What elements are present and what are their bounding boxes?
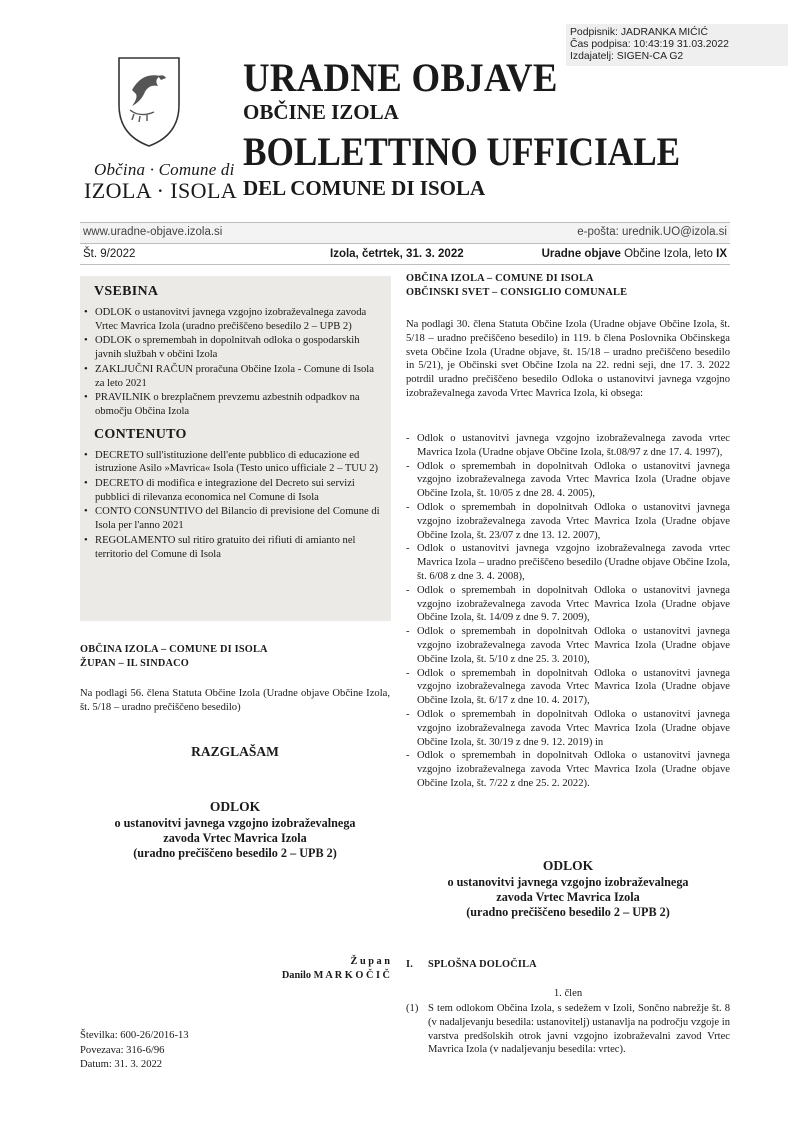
decree-title: ODLOK — [542, 858, 594, 873]
subtitle-italian: DEL COMUNE DI ISOLA — [243, 176, 486, 200]
proclamation-heading: RAZGLAŠAM — [191, 744, 279, 759]
authority-line: OBČINSKI SVET – CONSIGLIO COMUNALE — [406, 286, 628, 298]
document-reference — [80, 1029, 390, 1073]
toc-item[interactable]: • REGOLAMENTO sul ritiro gratuito dei rifiuti di amianto nel territorio del Comune di Isola — [84, 534, 383, 561]
title-slovene: URADNE OBJAVE — [243, 55, 558, 100]
toc-item[interactable]: • CONTO CONSUNTIVO del Bilancio di previsione del Comune di Isola per l'anno 2021 — [84, 505, 383, 532]
left-authority — [80, 643, 390, 671]
digital-signature-box — [566, 24, 788, 66]
issue-bar — [80, 245, 730, 265]
reference-number: Številka: 600-26/2016-13 — [80, 1030, 189, 1041]
list-item: - Odlok o spremembah in dopolnitvah Odloka o ustanovitvi javnega vzgojno izobraževalnega zavoda Vrtec Mavrica Izola (Uradne objave Občine Izola, št. 14/09 z dne 9. 7. 2009), — [406, 584, 730, 625]
reference-link: Povezava: 316-6/96 — [80, 1044, 165, 1056]
section-heading — [406, 958, 730, 972]
mayor-title: Ž u p a n — [350, 956, 390, 967]
toc-list-italian — [84, 449, 383, 562]
mayor-name: Danilo M A R K O Č I Č — [281, 969, 390, 981]
paragraph-number: (1) — [406, 1003, 419, 1014]
signature-time: Čas podpisa: 10:43:19 31.03.2022 — [570, 39, 729, 50]
list-item: - Odlok o spremembah in dopolnitvah Odloka o ustanovitvi javnega vzgojno izobraževalnega zavoda Vrtec Mavrica Izola (Uradne objave Občine Izola, št. 30/19 z dne 9. 12. 2019) in — [406, 708, 730, 749]
decree-subtitle: (uradno prečiščeno besedilo 2 – UPB 2) — [133, 846, 337, 860]
municipality-name-line2: IZOLA · ISOLA — [84, 178, 238, 203]
decree-title: ODLOK — [209, 799, 261, 814]
toc-item[interactable]: • DECRETO di modifica e integrazione del Decreto sui servizi pubblici di rilevanza economica nel Comune di Isola — [84, 477, 383, 504]
article-paragraph — [406, 1002, 730, 1057]
publication-info — [542, 248, 727, 260]
toc-heading-italian: CONTENUTO — [94, 426, 187, 442]
decree-subtitle: zavoda Vrtec Mavrica Izola — [163, 831, 307, 845]
list-item: - Odlok o ustanovitvi javnega vzgojno izobraževalnega zavoda vrtec Mavrica Izola (Uradne objave Občine Izola, št.08/97 z dne 17. 4. 1997), — [406, 432, 730, 460]
legal-basis-text: Na podlagi 56. člena Statuta Občine Izola (Uradne objave Občine Izola, št. 5/18 – uradno prečiščeno besedilo) — [80, 688, 390, 713]
website-link[interactable]: www.uradne-objave.izola.si — [83, 226, 223, 238]
signature-issuer: Izdajatelj: SIGEN-CA G2 — [570, 51, 684, 62]
mayor-signature — [80, 955, 390, 983]
decree-title-block — [80, 799, 390, 861]
toc-item[interactable]: • DECRETO sull'istituzione dell'ente pubblico di educazione ed istruzione Asilo »Mavrica« Isola (Testo unico ufficiale 2 – TUU 2) — [84, 449, 383, 476]
decree-subtitle: o ustanovitvi javnega vzgojno izobraževalnega — [447, 875, 689, 889]
toc-item[interactable]: • ODLOK o ustanovitvi javnega vzgojno izobraževalnega zavoda Vrtec Mavrica Izola (uradno prečiščeno besedilo 2 – UPB 2) — [84, 306, 383, 333]
paragraph-text: S tem odlokom Občina Izola, s sedežem v Izoli, Sončno nabrežje št. 8 (v nadaljevanju besedila: ustanovitelj) ustanavlja na področju vzgoje in varstva predšolskih otrok javni vzgojno izobraževalni zavod Vrtec Mavrica Izola (v nadaljevanju besedila: vrtec). — [428, 1003, 730, 1056]
right-authority — [406, 272, 730, 300]
list-item: - Odlok o ustanovitvi javnega vzgojno izobraževalnega zavoda vrtec Mavrica Izola – uradno prečiščeno besedilo (Uradne objave Občine Izola, št. 6/08 z dne 3. 4. 2008), — [406, 542, 730, 583]
toc-item[interactable]: • ZAKLJUČNI RAČUN proračuna Občine Izola - Comune di Isola za leto 2021 — [84, 363, 383, 390]
toc-item[interactable]: • PRAVILNIK o brezplačnem prevzemu azbestnih odpadkov na območju Občina Izola — [84, 391, 383, 418]
list-item: - Odlok o spremembah in dopolnitvah Odloka o ustanovitvi javnega vzgojno izobraževalnega zavoda Vrtec Mavrica Izola (Uradne objave Občine Izola, št. 23/07 z dne 13. 12. 2007), — [406, 501, 730, 542]
list-item: - Odlok o spremembah in dopolnitvah Odloka o ustanovitvi javnega vzgojno izobraževalnega zavoda Vrtec Mavrica Izola (Uradne objave Občine Izola, št. 7/22 z dne 25. 2. 2022). — [406, 749, 730, 790]
publication-year: IX — [716, 248, 727, 260]
authority-line: OBČINA IZOLA – COMUNE DI ISOLA — [406, 273, 594, 284]
issue-date: Izola, četrtek, 31. 3. 2022 — [330, 248, 464, 260]
publication-name: Uradne objave — [541, 248, 621, 260]
contact-bar — [80, 222, 730, 244]
decree-title-block-right — [406, 858, 730, 920]
title-italian: BOLLETTINO UFFICIALE — [243, 129, 681, 174]
issue-number: Št. 9/2022 — [83, 248, 136, 260]
coat-of-arms-icon — [114, 50, 184, 150]
email-link[interactable]: e-pošta: urednik.UO@izola.si — [577, 226, 727, 238]
municipality-name-line1: Občina · Comune di — [94, 160, 235, 179]
amendments-list — [406, 432, 730, 791]
toc-heading-slovene: VSEBINA — [94, 284, 159, 299]
toc-item[interactable]: • ODLOK o spremembah in dopolnitvah odloka o gospodarskih javnih službah v občini Izola — [84, 334, 383, 361]
toc-list-slovene — [84, 306, 383, 419]
subtitle-slovene: OBČINE IZOLA — [243, 100, 399, 124]
article-heading: 1. člen — [553, 988, 583, 999]
table-of-contents — [80, 276, 391, 621]
reference-date: Datum: 31. 3. 2022 — [80, 1059, 163, 1070]
council-intro-text: Na podlagi 30. člena Statuta Občine Izola (Uradne objave Občine Izola, št. 5/18 – uradno prečiščeno besedilo) in 119. b člena Poslovnika Občinskega sveta Občine Izola (Uradne objave, št. 15/18 – uradno prečiščeno besedilo in 5/21), je Občinski svet Občine Izola na 22. redni seji, dne 17. 3. 2022 potrdil uradno prečiščeno besedilo Odloka o ustanovitvi javnega vzgojno izobraževalnega zavoda Vrtec Mavrica Izola, ki obsega: — [406, 319, 730, 399]
decree-subtitle: zavoda Vrtec Mavrica Izola — [496, 890, 640, 904]
decree-subtitle: o ustanovitvi javnega vzgojno izobraževalnega — [114, 816, 356, 830]
section-number: I. — [406, 959, 413, 970]
list-item: - Odlok o spremembah in dopolnitvah Odloka o ustanovitvi javnega vzgojno izobraževalnega zavoda Vrtec Mavrica Izola (Uradne objave Občine Izola, št. 6/17 z dne 10. 4. 2017), — [406, 667, 730, 708]
decree-subtitle: (uradno prečiščeno besedilo 2 – UPB 2) — [466, 905, 670, 919]
signature-signer: Podpisnik: JADRANKA MIĆIĆ — [570, 27, 709, 38]
authority-line: OBČINA IZOLA – COMUNE DI ISOLA — [80, 644, 268, 655]
section-title: SPLOŠNA DOLOČILA — [428, 959, 537, 970]
authority-line: ŽUPAN – IL SINDACO — [80, 657, 189, 669]
publication-rest: Občine Izola, leto — [624, 248, 713, 260]
list-item: - Odlok o spremembah in dopolnitvah Odloka o ustanovitvi javnega vzgojno izobraževalnega zavoda Vrtec Mavrica Izola (Uradne objave Občine Izola, št. 10/05 z dne 28. 4. 2005), — [406, 460, 730, 501]
list-item: - Odlok o spremembah in dopolnitvah Odloka o ustanovitvi javnega vzgojno izobraževalnega zavoda Vrtec Mavrica Izola (Uradne objave Občine Izola, št. 5/10 z dne 25. 3. 2010), — [406, 625, 730, 666]
